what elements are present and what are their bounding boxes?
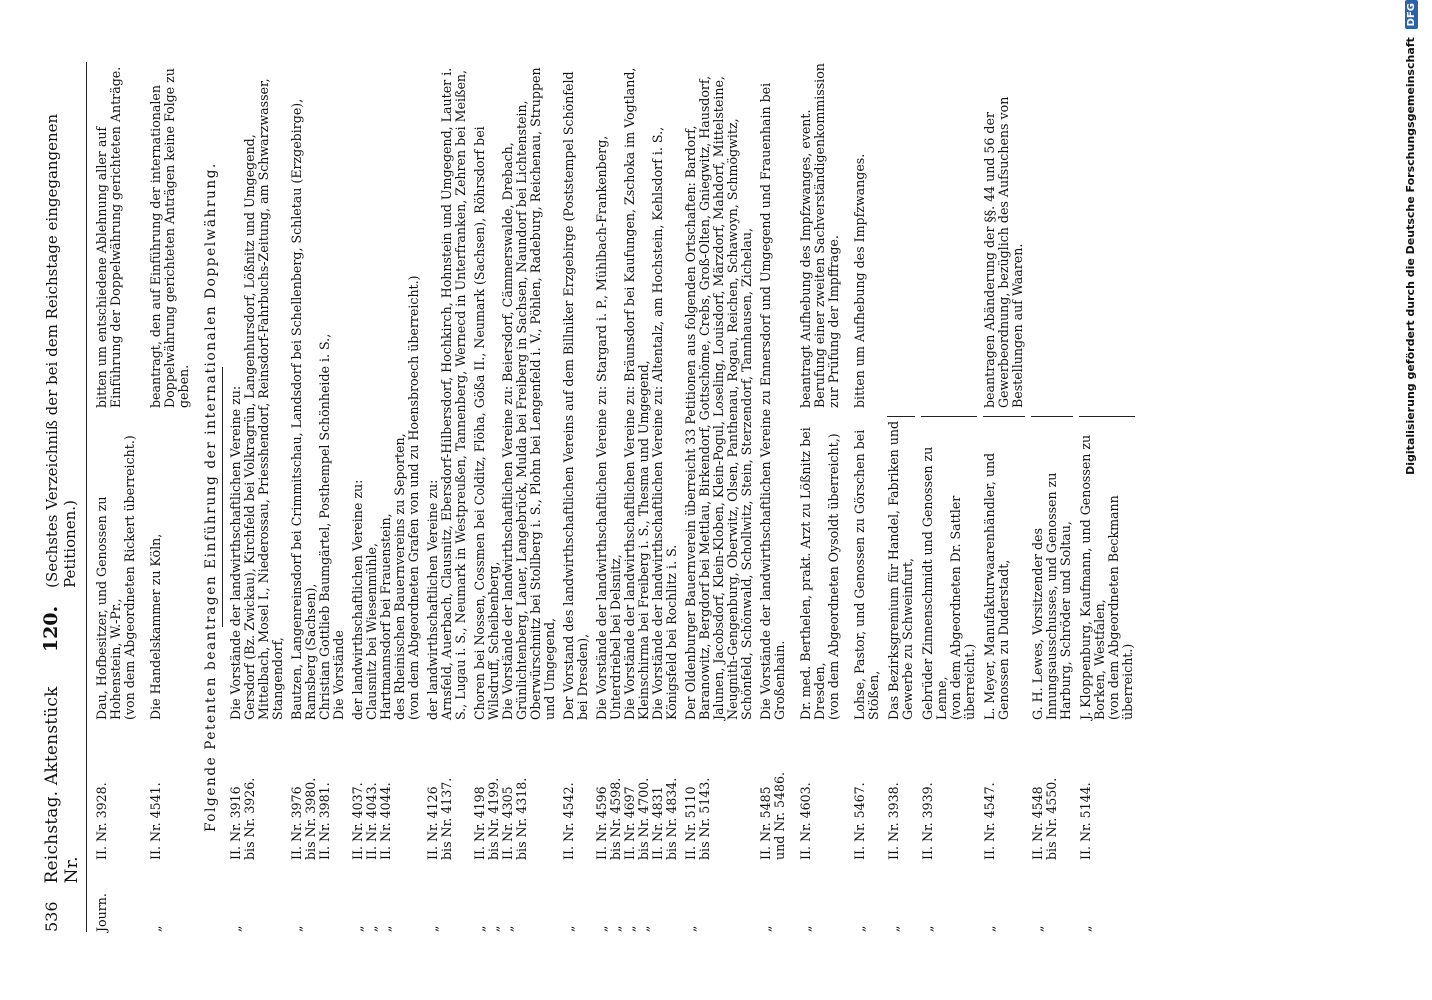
entry-date: Journ. <box>94 893 109 932</box>
petition-group <box>473 62 557 932</box>
group-references: II. Nr. 4037. II. Nr. 4043. II. Nr. 4044. <box>350 782 393 860</box>
entry-request <box>1079 62 1135 408</box>
page-header <box>40 62 87 932</box>
entry-date: „ <box>798 925 813 932</box>
dfg-logo: DFG <box>1405 0 1418 29</box>
petition-group <box>684 62 754 932</box>
group-text: der landwirthschaftlichen Vereine zu: Clausnitz bei Wiesenmühle, Hartmannsdorf bei Frauenstein, des Rheinischen Bauernvereins zu Seporten, (von dem Abgeordneten Grafen von und zu Hoensbroech überreicht.) <box>350 275 421 720</box>
group-references: II. Nr. 3976 bis Nr. 3980. II. Nr. 3981. <box>289 777 332 860</box>
entry-date: „ <box>886 925 901 932</box>
entry-request: beantragt, den auf Einführung der internationalen Doppelwährung gerichteten Anträgen keine Folge zu geben. <box>148 68 191 408</box>
entry-petitioner: Lohse, Pastor, und Genossen zu Görschen bei Stößen, <box>852 429 881 720</box>
petition-entry <box>799 62 841 932</box>
entry-request <box>887 62 915 408</box>
petition-group <box>290 62 346 932</box>
group-text: Die Vorstände der landwirthschaftlichen Vereine zu: Gersdorf (Bz. Zwickau), Kirchfeld bei Volkragrün, Langenhursdorf, Lößnitz und Umgegend, Mittelbach, Mosel I., Niederossau, Priesshendorf, Reinsdorf-Fahrbuchs-Zeitung, am Schwarzwasser, Stangendorf, <box>228 78 285 720</box>
group-references: II. Nr. 3916 bis Nr. 3926. <box>228 777 257 860</box>
group-date: „ <box>425 925 440 932</box>
petition-entry <box>95 62 137 932</box>
entry-reference: II. Nr. 4547. <box>982 782 997 860</box>
credit-text: Digitalisierung gefördert durch die Deutsche Forschungsgemeinschaft <box>1404 37 1417 475</box>
petition-entry <box>887 62 915 932</box>
group-references: II. Nr. 5110 bis Nr. 5143. <box>683 777 712 860</box>
page-subtitle: (Sechstes Verzeichniß der bei dem Reichstage eingegangenen Petitionen.) <box>43 113 79 588</box>
entry-reference: II. Nr. 3938. <box>886 782 901 860</box>
entry-date: „ <box>1078 925 1093 932</box>
group-date: „ „ „ <box>350 925 393 932</box>
group-date: „ <box>758 925 773 932</box>
entry-date: „ <box>920 925 935 932</box>
group-references: II. Nr. 4542. <box>561 782 576 860</box>
petition-entry <box>853 62 881 932</box>
petition-group <box>229 62 285 932</box>
entry-request <box>921 62 977 408</box>
group-text: Der Oldenburger Bauernverein überreicht 33 Petitionen aus folgenden Ortschaften: Bardorf, Baranowitz, Bergdorf bei Mettlau, Birkendorf, Gottschöme, Crebs, Groß-Olten, Gniegwitz, Hausdorf, Jalunen, Jacobsdorf, Klein-Kloben, Klein-Pogul, Loseling, Louisdorf, Märzdorf, Mahdorf, Mittelsteine, Neugnith-Gengenburg, Oberwitz, Olsen, Panthenau, Rogau, Reichen, Schawoyn, Schmögwitz, Schönfeld, Schönwald, Schollwitz, Stein, Sterzendorf, Tannhausen, Zichelau, <box>683 75 754 720</box>
entry-petitioner: Gebrüder Zinnenschmidt und Genossen zu Lenne, (von dem Abgeordneten Dr. Sattler überreicht.) <box>921 416 977 720</box>
petition-group <box>759 62 787 932</box>
group-date: „ „ „ „ <box>594 925 651 932</box>
entry-request: beantragt Aufhebung des Impfzwanges, event. Berufung einer zweiten Sachverständigenkommission zur Prüfung der Impffrage. <box>798 63 841 408</box>
entry-request <box>1031 62 1073 408</box>
group-text: der landwirthschaftlichen Vereine zu: Arnsfeld, Auerbach, Clausnitz, Ebersdorf-Hilbersdorf, Hochkirch, Hohnstein und Umgegend, Lauter i. S., Lugau i. S., Neumark in Westpreußen, Tannenberg, Wernecd in Unterfranken, Zehren bei Meißen, <box>425 67 468 720</box>
group-date: „ <box>561 925 576 932</box>
group-date: „ <box>683 925 698 932</box>
petition-entry <box>983 62 1025 932</box>
group-text: Choren bei Nossen, Cossmen bei Colditz, Flöha, Gößa II., Neumark (Sachsen), Röhrsdorf bei Wilsdruff, Scheibenberg, Die Vorstände der landwirthschaftlichen Vereine zu: Beiersdorf, Cämmerswalde, Drebach, Grünlichtenberg, Lauer, Langebrück, Mulda bei Freiberg in Sachsen, Naundorf bei Lichtenstein, Oberwürschnitz bei Stollberg i. S., Plohn bei Lengenfeld i. V., Pöhlen, Radeburg, Reichenau, Struppen und Umgegend, <box>472 67 557 720</box>
entry-request: beantragen Abänderung der §§. 44 und 56 der Gewerbeordnung, bezüglich des Aufsuchens von Bestellungen auf Waaren. <box>982 96 1025 408</box>
group-date: „ „ „ <box>472 925 515 932</box>
section-rule <box>222 367 223 627</box>
entry-date: „ <box>982 925 997 932</box>
entry-petitioner: Dau, Hofbesitzer, und Genossen zu Hohenstein, W.-Pr., (von dem Abgeordneten Rickert überreicht.) <box>94 435 137 720</box>
entry-petitioner: J. Kloppenburg, Kaufmann, und Genossen zu Borken, Westfalen, (von dem Abgeordneten Beckmann überreicht.) <box>1079 416 1135 720</box>
entry-date: „ <box>1030 925 1045 932</box>
petition-group <box>562 62 590 932</box>
entry-petitioner: Dr. med. Berthelen, prakt. Arzt zu Lößnitz bei Dresden, (von dem Abgeordneten Oysoldt überreicht,) <box>798 427 841 720</box>
section-heading <box>203 62 223 932</box>
entry-date: „ <box>148 925 163 932</box>
entry-reference: II. Nr. 3939. <box>920 782 935 860</box>
group-references: II. Nr. 5485 und Nr. 5486. <box>758 771 787 860</box>
entry-reference: II. Nr. 5467. <box>852 782 867 860</box>
petition-entry <box>1031 62 1073 932</box>
petition-group <box>351 62 421 932</box>
entry-reference: II. Nr. 3928. <box>94 782 109 860</box>
group-text: Die Vorstände der landwirthschaftlichen Vereine zu Ennersdorf und Umgegend und Frauenhain bei Großenhain. <box>758 82 787 720</box>
petition-entry <box>921 62 977 932</box>
page-title: Reichstag. Aktenstück Nr. <box>42 686 82 884</box>
group-references: II. Nr. 4126 bis Nr. 4137. <box>425 777 454 860</box>
entry-reference: II. Nr. 4548 bis Nr. 4550. <box>1030 777 1059 860</box>
petition-entry <box>1079 62 1135 932</box>
document-number: 120. <box>40 605 62 653</box>
entry-reference: II. Nr. 4541. <box>148 782 163 860</box>
petition-group <box>426 62 468 932</box>
entry-petitioner: Die Handelskammer zu Köln, <box>148 533 163 720</box>
petition-group <box>595 62 679 932</box>
entry-date: „ <box>852 925 867 932</box>
entry-petitioner: Das Bezirksgremium für Handel, Fabriken und Gewerbe zu Schweinfurt, <box>887 416 915 720</box>
page-number: 536 <box>42 901 61 932</box>
group-text: Die Vorstände der landwirthschaftlichen Vereine zu: Stargard i. P., Mühlbach-Frankenberg, Unterdriebel bei Delsnitz, Die Vorstände der landwirthschaftlichen Vereine zu: Bräunsdorf bei Kaufungen, Zschoka im Vogtland, Kleinschirma bei Freiberg i. S., Thesma und Umgegend, Die Vorstände der landwirthschaftlichen Vereine zu: Altentalz, am Hochstein, Kehlsdorf i. S., Königsfeld bei Rochlitz i. S. <box>594 67 679 720</box>
group-references: II. Nr. 4198 bis Nr. 4199. II. Nr. 4305 bis Nr. 4318. <box>472 777 529 860</box>
group-references: II. Nr. 4596 bis Nr. 4598. II. Nr. 4697 bis Nr. 4700. II. Nr. 4831 bis Nr. 4834. <box>594 777 679 860</box>
group-date: „ <box>289 925 304 932</box>
group-date: „ <box>228 925 243 932</box>
entry-reference: II. Nr. 5144. <box>1078 782 1093 860</box>
entry-petitioner: L. Meyer, Manufakturwaarenhändler, und Genossen zu Duderstadt, <box>983 416 1025 720</box>
group-text: Bautzen, Langenreinsdorf bei Crimmitschau, Landsdorf bei Schellenberg, Schletau (Erzgebirge), Ramsberg (Sachsen), Christian Gottlieb Baumgärtel, Posthempel Schönheide i. S., Die Vorstände <box>289 98 346 720</box>
entry-petitioner: G. H. Lewes, Vorsitzender des Innungsausschusses, und Genossen zu Harburg, Schröder und Soltau, <box>1031 416 1073 720</box>
entry-request: bitten um entschiedene Ablehnung aller auf Einführung der Doppelwährung gerichteten Anträge. <box>94 66 123 408</box>
petition-entry <box>149 62 191 932</box>
section-title-text: Folgende Petenten beantragen Einführung der internationalen Doppelwährung. <box>203 162 219 832</box>
group-text: Der Vorstand des landwirthschaftlichen Vereins auf dem Billniker Erzgebirge (Poststempel Schönfeld bei Dresden), <box>561 71 590 720</box>
digitization-credit <box>1404 0 1418 600</box>
entry-reference: II. Nr. 4603. <box>798 782 813 860</box>
entry-request: bitten um Aufhebung des Impfzwanges. <box>852 153 867 408</box>
